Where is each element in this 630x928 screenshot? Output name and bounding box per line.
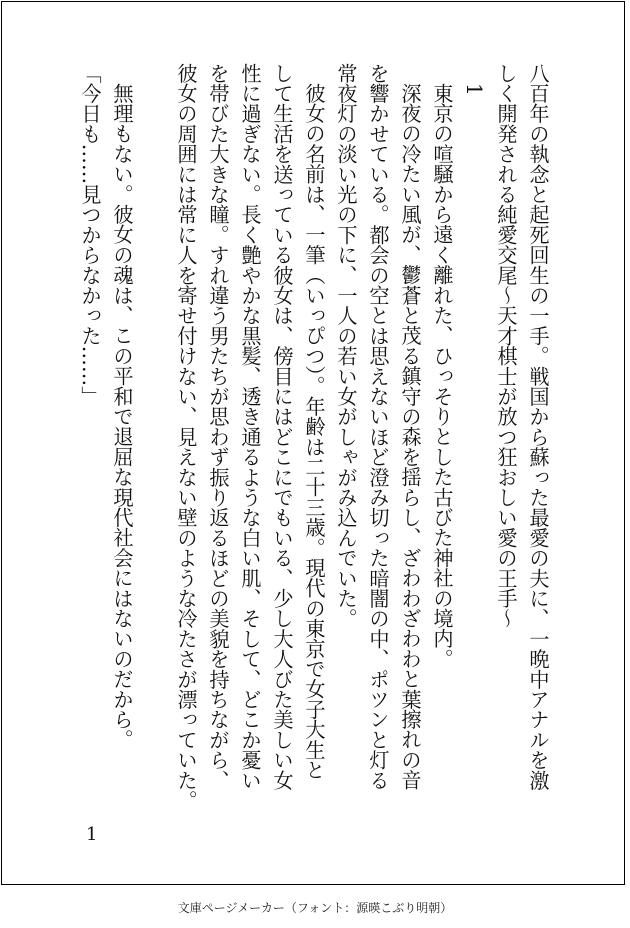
title-line: しく開発される純愛交尾〜天才棋士が放つ狂おしい愛の王手〜 bbox=[494, 63, 518, 629]
text-line: 「今日も……見つからなかった……」 bbox=[78, 63, 102, 407]
text-line: 無理もない。彼女の魂は、この平和で退屈な現代社会にはないのだから。 bbox=[110, 83, 134, 750]
text-line: を響かせている。都会の空とは思えないほど澄み切った暗闇の中、ポツンと灯る bbox=[366, 63, 390, 791]
text-line: 深夜の冷たい風が、鬱蒼と茂る鎮守の森を揺らし、ざわわざわわと葉擦れの音 bbox=[398, 83, 422, 791]
text-line: 彼女の名前は、一筆（いっぴつ）。年齢は二十三歳。現代の東京で女子大生と bbox=[302, 83, 326, 781]
text-line: 東京の喧騒から遠く離れた、ひっそりとした古びた神社の境内。 bbox=[430, 83, 454, 669]
chapter-number: 1 bbox=[462, 83, 486, 96]
text-line: 性に過ぎない。長く艶やかな黒髪、透き通るような白い肌、そして、どこか憂い bbox=[238, 63, 262, 791]
text-line: して生活を送っている彼女は、傍目にはどこにでもいる、少し大人びた美しい女 bbox=[270, 63, 294, 791]
book-page bbox=[1, 1, 625, 885]
blank-line bbox=[138, 63, 170, 803]
vertical-text-body bbox=[74, 63, 554, 811]
text-line: 彼女の周囲には常に人を寄せ付けない、見えない壁のような冷たさが漂っていた。 bbox=[174, 63, 198, 811]
page-number: 1 bbox=[86, 824, 98, 845]
text-line: 常夜灯の淡い光の下に、一人の若い女がしゃがみ込んでいた。 bbox=[334, 63, 358, 629]
title-line: 八百年の執念と起死回生の一手。戦国から蘇った最愛の夫に、一晩中アナルを激 bbox=[526, 63, 550, 791]
footer-credit: 文庫ページメーカー（フォント：源暎こぶり明朝） bbox=[177, 901, 453, 915]
text-line: を帯びた大きな瞳。すれ違う男たちが思わず振り返るほどの美貌を持ちながら、 bbox=[206, 63, 230, 791]
